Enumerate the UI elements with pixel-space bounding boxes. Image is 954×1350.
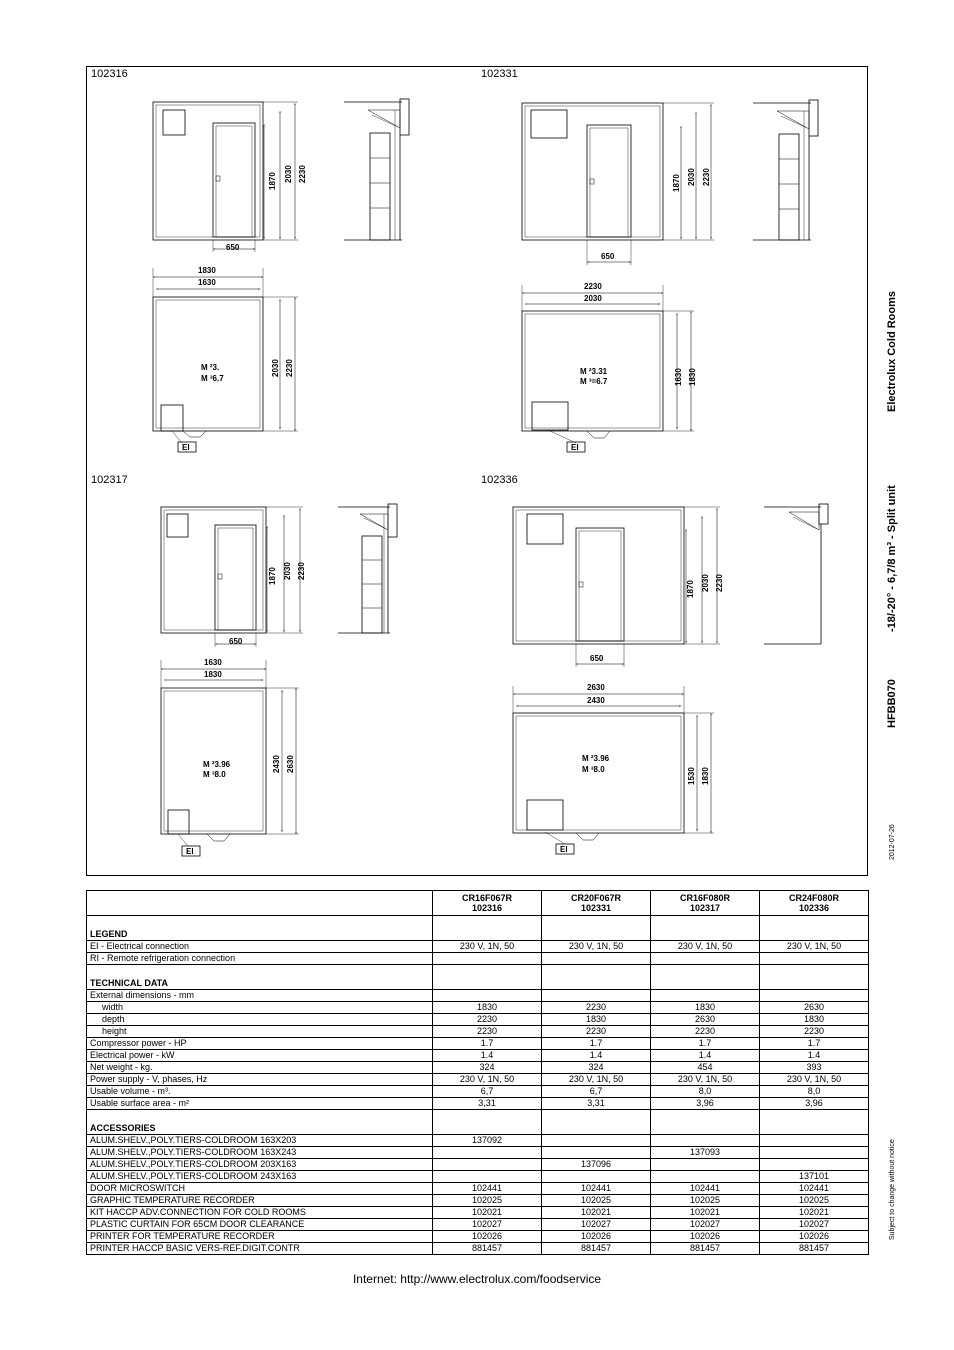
row-value — [651, 1171, 760, 1183]
row-value: 102027 — [760, 1219, 869, 1231]
table-row — [87, 1207, 869, 1219]
column-header: CR24F080R 102336 — [760, 891, 869, 916]
dim-2030: 2030 — [283, 562, 292, 580]
table-row — [87, 941, 869, 953]
row-value: 230 V, 1N, 50 — [433, 1074, 542, 1086]
dim-2230: 2230 — [584, 282, 602, 291]
dim-1630: 1630 — [204, 658, 222, 667]
row-value: 230 V, 1N, 50 — [542, 1074, 651, 1086]
row-value: 230 V, 1N, 50 — [651, 1074, 760, 1086]
row-value: 230 V, 1N, 50 — [760, 1074, 869, 1086]
table-section-row — [87, 916, 869, 941]
section-label-102336: 102336 — [481, 474, 518, 486]
row-label: height — [87, 1026, 433, 1038]
ei-label: EI — [571, 443, 579, 452]
row-value: 2230 — [433, 1026, 542, 1038]
dim-2230: 2230 — [297, 562, 306, 580]
front-view-102331 — [522, 103, 714, 265]
dim-650: 650 — [590, 654, 604, 663]
row-value — [542, 953, 651, 965]
footer-internet: Internet: http://www.electrolux.com/foodservice — [352, 1272, 602, 1286]
row-value: 3,96 — [760, 1098, 869, 1110]
row-value: 8,0 — [651, 1086, 760, 1098]
row-label: PLASTIC CURTAIN FOR 65CM DOOR CLEARANCE — [87, 1219, 433, 1231]
row-value: 393 — [760, 1062, 869, 1074]
row-value: 230 V, 1N, 50 — [542, 941, 651, 953]
row-value: 1.4 — [433, 1050, 542, 1062]
row-value: 102441 — [651, 1183, 760, 1195]
row-value — [760, 990, 869, 1002]
table-row — [87, 1086, 869, 1098]
row-value: 230 V, 1N, 50 — [651, 941, 760, 953]
area-label: M ²3.31 — [580, 367, 608, 376]
row-value — [760, 1159, 869, 1171]
volume-label: M ³=6.7 — [580, 377, 608, 386]
table-row — [87, 1219, 869, 1231]
dim-1630: 1630 — [674, 368, 683, 386]
dim-2630: 2630 — [286, 755, 295, 773]
table-row — [87, 1098, 869, 1110]
table-section-row — [87, 965, 869, 990]
row-value: 2230 — [433, 1014, 542, 1026]
row-label: ALUM.SHELV.,POLY.TIERS-COLDROOM 163X243 — [87, 1147, 433, 1159]
dim-1830: 1830 — [701, 767, 710, 785]
row-value: 102441 — [433, 1183, 542, 1195]
row-value: 102025 — [433, 1195, 542, 1207]
row-value: 3,31 — [433, 1098, 542, 1110]
table-row — [87, 1243, 869, 1255]
dim-650: 650 — [226, 243, 240, 252]
row-value: 2230 — [760, 1026, 869, 1038]
side-view-102316 — [344, 99, 409, 240]
row-value: 1.7 — [760, 1038, 869, 1050]
row-label: PRINTER HACCP BASIC VERS-REF.DIGIT.CONTR — [87, 1243, 433, 1255]
row-label: GRAPHIC TEMPERATURE RECORDER — [87, 1195, 433, 1207]
row-value: 230 V, 1N, 50 — [760, 941, 869, 953]
table-row — [87, 1038, 869, 1050]
table-section-row — [87, 1110, 869, 1135]
dim-1830: 1830 — [204, 670, 222, 679]
row-label: depth — [87, 1014, 433, 1026]
row-label: KIT HACCP ADV.CONNECTION FOR COLD ROOMS — [87, 1207, 433, 1219]
dim-1870: 1870 — [686, 580, 695, 598]
row-value: 2230 — [542, 1002, 651, 1014]
table-row — [87, 1135, 869, 1147]
section-title: LEGEND — [87, 916, 433, 941]
ei-label: EI — [560, 845, 568, 854]
dim-2230: 2230 — [285, 359, 294, 377]
dim-2430: 2430 — [587, 696, 605, 705]
row-value: 3,31 — [542, 1098, 651, 1110]
row-value — [760, 1147, 869, 1159]
volume-label: M ³6.7 — [201, 374, 224, 383]
row-value: 102025 — [760, 1195, 869, 1207]
table-row — [87, 1183, 869, 1195]
section-label-102316: 102316 — [91, 68, 128, 80]
row-value: 1.7 — [433, 1038, 542, 1050]
row-label: External dimensions - mm — [87, 990, 433, 1002]
row-value: 2630 — [760, 1002, 869, 1014]
row-label: PRINTER FOR TEMPERATURE RECORDER — [87, 1231, 433, 1243]
volume-label: M ³8.0 — [203, 770, 226, 779]
dim-2030: 2030 — [584, 294, 602, 303]
row-value — [542, 1135, 651, 1147]
row-value: 137096 — [542, 1159, 651, 1171]
table-row — [87, 990, 869, 1002]
dim-1870: 1870 — [672, 174, 681, 192]
dim-2030: 2030 — [284, 165, 293, 183]
row-value: 1.7 — [651, 1038, 760, 1050]
row-value: 137092 — [433, 1135, 542, 1147]
row-value: 102027 — [651, 1219, 760, 1231]
row-value: 102441 — [542, 1183, 651, 1195]
column-header: CR20F067R 102331 — [542, 891, 651, 916]
plan-view-102336 — [513, 686, 714, 854]
section-label-102331: 102331 — [481, 68, 518, 80]
dim-2230: 2230 — [298, 165, 307, 183]
dim-1630: 1630 — [198, 278, 216, 287]
row-value: 102021 — [651, 1207, 760, 1219]
dim-2630: 2630 — [587, 683, 605, 692]
column-header: CR16F067R 102316 — [433, 891, 542, 916]
row-value — [651, 1135, 760, 1147]
row-value — [542, 990, 651, 1002]
row-value: 881457 — [433, 1243, 542, 1255]
document-date: 2012-07-26 — [889, 824, 896, 860]
row-label: Power supply - V, phases, Hz — [87, 1074, 433, 1086]
table-row — [87, 1074, 869, 1086]
model-description: -18/-20° - 6,7/8 m³ - Split unit — [886, 485, 898, 632]
row-value — [433, 990, 542, 1002]
table-row — [87, 1171, 869, 1183]
row-value: 102441 — [760, 1183, 869, 1195]
row-value — [651, 953, 760, 965]
row-value: 102026 — [651, 1231, 760, 1243]
section-title: ACCESSORIES — [87, 1110, 433, 1135]
table-row — [87, 1159, 869, 1171]
dim-1870: 1870 — [268, 567, 277, 585]
row-value: 1830 — [542, 1014, 651, 1026]
row-value: 1830 — [760, 1014, 869, 1026]
ei-label: EI — [182, 443, 190, 452]
row-value: 2230 — [542, 1026, 651, 1038]
row-label: RI - Remote refrigeration connection — [87, 953, 433, 965]
dim-650: 650 — [229, 637, 243, 646]
row-label: DOOR MICROSWITCH — [87, 1183, 433, 1195]
row-value: 8,0 — [760, 1086, 869, 1098]
row-value — [760, 953, 869, 965]
row-value: 881457 — [651, 1243, 760, 1255]
table-row — [87, 1002, 869, 1014]
row-value: 102026 — [542, 1231, 651, 1243]
column-header: CR16F080R 102317 — [651, 891, 760, 916]
dim-1830: 1830 — [198, 266, 216, 275]
row-value: 1.4 — [651, 1050, 760, 1062]
row-value — [651, 990, 760, 1002]
change-notice: Subject to change without notice — [889, 1139, 896, 1240]
row-value: 3,96 — [651, 1098, 760, 1110]
table-row — [87, 953, 869, 965]
row-value — [651, 1159, 760, 1171]
row-value — [433, 953, 542, 965]
row-value: 2230 — [651, 1026, 760, 1038]
row-label: EI - Electrical connection — [87, 941, 433, 953]
row-value: 324 — [542, 1062, 651, 1074]
plan-view-102331 — [522, 285, 694, 452]
model-code: HFBB070 — [886, 679, 898, 728]
spec-table — [86, 890, 869, 1255]
row-value: 102025 — [651, 1195, 760, 1207]
row-value: 102021 — [433, 1207, 542, 1219]
dim-2430: 2430 — [272, 755, 281, 773]
row-value: 6,7 — [433, 1086, 542, 1098]
brand-title: Electrolux Cold Rooms — [886, 290, 898, 412]
row-label: ALUM.SHELV.,POLY.TIERS-COLDROOM 203X163 — [87, 1159, 433, 1171]
row-value: 324 — [433, 1062, 542, 1074]
row-value: 454 — [651, 1062, 760, 1074]
row-value: 1830 — [433, 1002, 542, 1014]
row-label: Net weight - kg. — [87, 1062, 433, 1074]
row-label: ALUM.SHELV.,POLY.TIERS-COLDROOM 243X163 — [87, 1171, 433, 1183]
dim-1830: 1830 — [688, 368, 697, 386]
table-header-row — [87, 891, 869, 916]
row-label: Compressor power - HP — [87, 1038, 433, 1050]
front-view-102317 — [161, 507, 303, 647]
row-value: 102021 — [542, 1207, 651, 1219]
row-value: 102021 — [760, 1207, 869, 1219]
table-row — [87, 1026, 869, 1038]
dim-1530: 1530 — [687, 767, 696, 785]
row-value: 881457 — [542, 1243, 651, 1255]
row-value — [542, 1171, 651, 1183]
dim-650: 650 — [601, 252, 615, 261]
row-value: 102026 — [433, 1231, 542, 1243]
row-label: Electrical power - kW — [87, 1050, 433, 1062]
row-value: 137101 — [760, 1171, 869, 1183]
row-value: 2630 — [651, 1014, 760, 1026]
side-view-102317 — [338, 504, 397, 633]
row-value: 1.4 — [542, 1050, 651, 1062]
row-value — [433, 1147, 542, 1159]
row-value — [433, 1171, 542, 1183]
row-label: width — [87, 1002, 433, 1014]
table-row — [87, 1231, 869, 1243]
area-label: M ²3.96 — [582, 754, 610, 763]
row-label: ALUM.SHELV.,POLY.TIERS-COLDROOM 163X203 — [87, 1135, 433, 1147]
row-value: 102027 — [433, 1219, 542, 1231]
row-value: 102026 — [760, 1231, 869, 1243]
row-value: 881457 — [760, 1243, 869, 1255]
dim-2230: 2230 — [702, 168, 711, 186]
row-value: 230 V, 1N, 50 — [433, 941, 542, 953]
ei-label: EI — [186, 847, 194, 856]
row-value: 1830 — [651, 1002, 760, 1014]
table-row — [87, 1050, 869, 1062]
table-row — [87, 1062, 869, 1074]
table-row — [87, 1195, 869, 1207]
row-label: Usable surface area - m² — [87, 1098, 433, 1110]
dim-2030: 2030 — [701, 574, 710, 592]
row-value: 1.7 — [542, 1038, 651, 1050]
volume-label: M ³8.0 — [582, 765, 605, 774]
table-row — [87, 1014, 869, 1026]
area-label: M ²3.96 — [203, 760, 231, 769]
area-label: M ²3. — [201, 363, 220, 372]
row-value: 102025 — [542, 1195, 651, 1207]
row-value — [542, 1147, 651, 1159]
dim-2230: 2230 — [715, 574, 724, 592]
row-value: 1.4 — [760, 1050, 869, 1062]
dim-2030: 2030 — [687, 168, 696, 186]
row-value: 137093 — [651, 1147, 760, 1159]
row-value: 6,7 — [542, 1086, 651, 1098]
dim-1870: 1870 — [268, 172, 277, 190]
side-view-102336 — [764, 504, 828, 644]
row-value — [433, 1159, 542, 1171]
dim-2030: 2030 — [271, 359, 280, 377]
row-label: Usable volume - m³. — [87, 1086, 433, 1098]
row-value: 102027 — [542, 1219, 651, 1231]
table-row — [87, 1147, 869, 1159]
side-view-102331 — [753, 100, 818, 240]
section-title: TECHNICAL DATA — [87, 965, 433, 990]
section-label-102317: 102317 — [91, 474, 128, 486]
row-value — [760, 1135, 869, 1147]
